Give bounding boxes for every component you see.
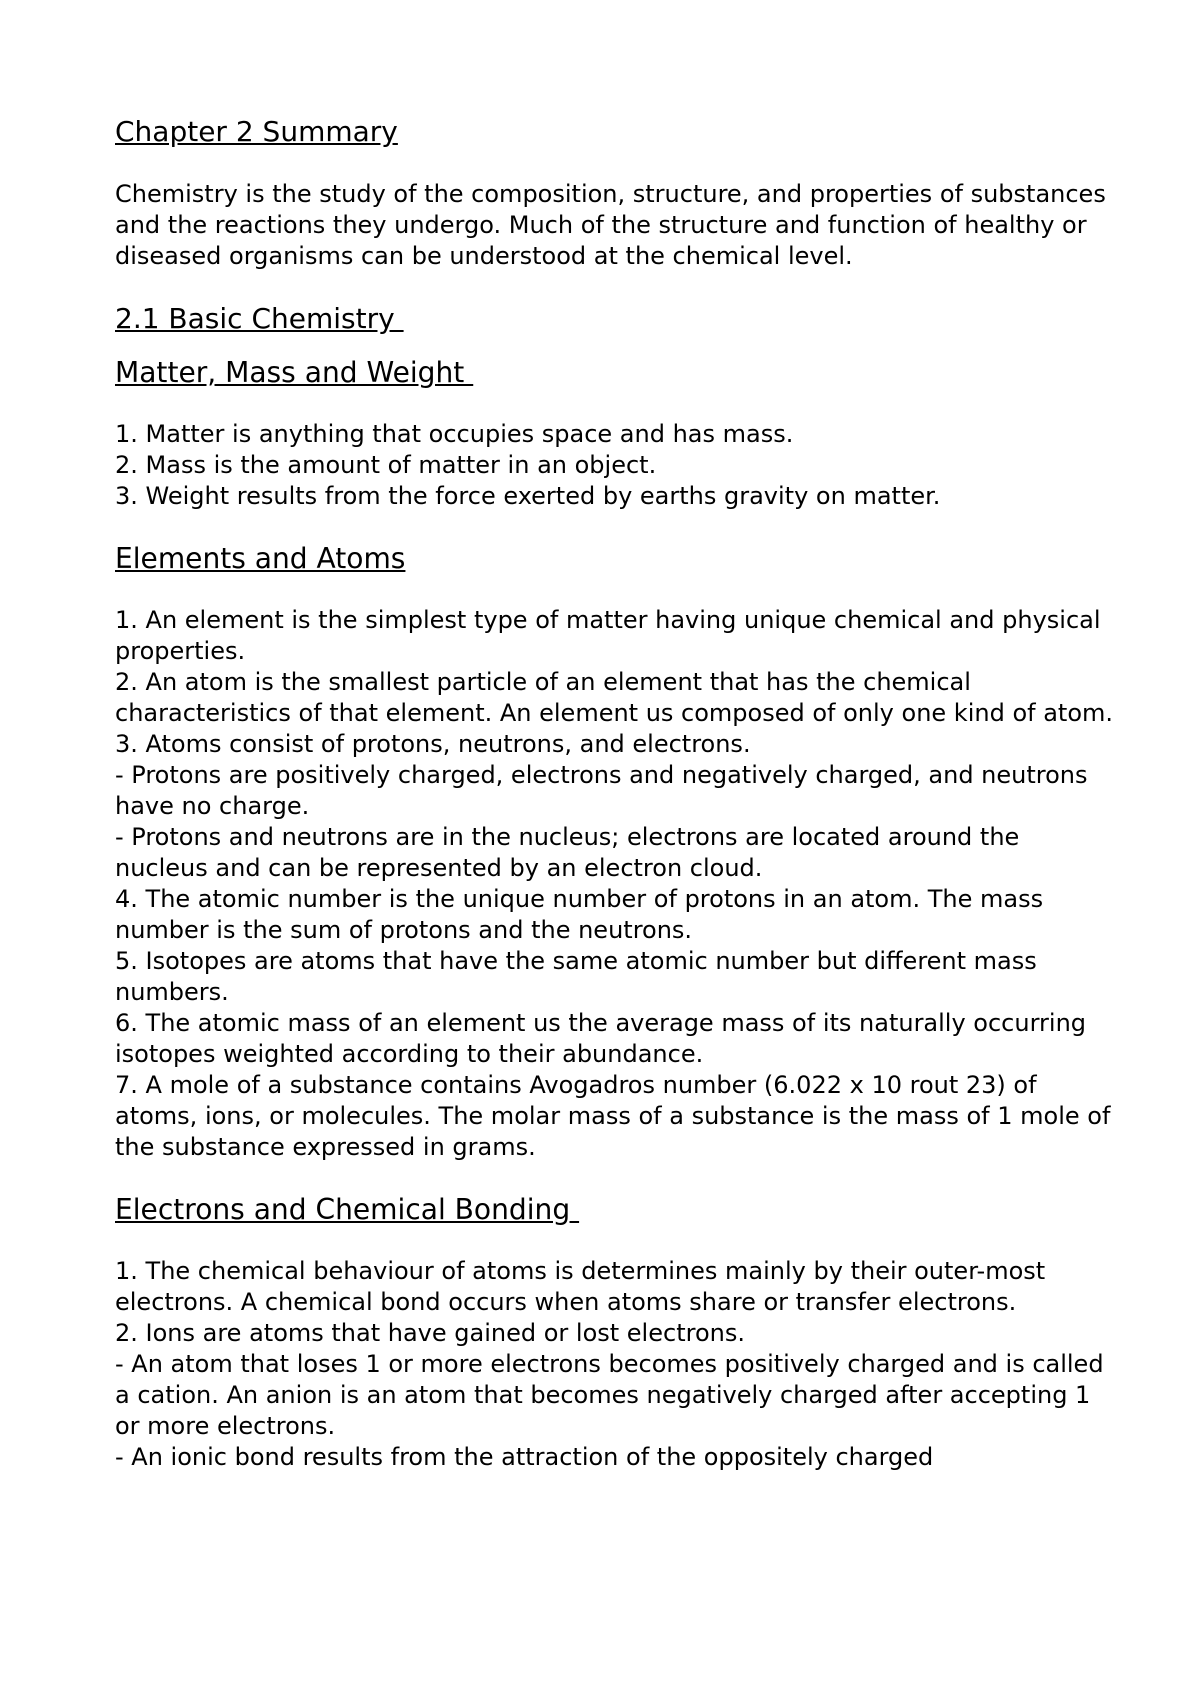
subsection-heading-elements-atoms: Elements and Atoms xyxy=(115,542,406,575)
elements-atoms-list xyxy=(115,605,1115,1163)
subsection-heading-matter-mass-weight: Matter, Mass and Weight xyxy=(115,356,474,389)
list-item: - An ionic bond results from the attraction of the oppositely charged xyxy=(115,1443,934,1471)
list-item: 6. The atomic mass of an element us the average mass of its naturally occurring isotopes weighted according to their abundance. xyxy=(115,1009,1087,1068)
section-heading-basic-chemistry: 2.1 Basic Chemistry xyxy=(115,302,404,335)
document-page xyxy=(115,114,1115,1473)
subsection-heading-electrons-bonding: Electrons and Chemical Bonding xyxy=(115,1193,580,1226)
chapter-title: Chapter 2 Summary xyxy=(115,115,398,148)
list-item: - Protons and neutrons are in the nucleus; electrons are located around the nucleus and can be represented by an electron cloud. xyxy=(115,823,1020,882)
chapter-intro: Chemistry is the study of the composition, structure, and properties of substances and the reactions they undergo. Much of the structure and function of healthy or diseased organisms can be understood at the chemical level. xyxy=(115,180,1106,270)
list-item: 3. Weight results from the force exerted by earths gravity on matter. xyxy=(115,482,941,510)
list-item: - Protons are positively charged, electrons and negatively charged, and neutrons have no charge. xyxy=(115,761,1088,820)
list-item: 3. Atoms consist of protons, neutrons, and electrons. xyxy=(115,730,751,758)
list-item: 2. An atom is the smallest particle of an element that has the chemical characteristics of that element. An element us composed of only one kind of atom. xyxy=(115,668,1114,727)
list-item: 7. A mole of a substance contains Avogadros number (6.022 x 10 rout 23) of atoms, ions, or molecules. The molar mass of a substance is the mass of 1 mole of the substance expressed in grams. xyxy=(115,1071,1111,1161)
electrons-bonding-list xyxy=(115,1256,1115,1473)
list-item: 4. The atomic number is the unique number of protons in an atom. The mass number is the sum of protons and the neutrons. xyxy=(115,885,1044,944)
list-item: 1. The chemical behaviour of atoms is determines mainly by their outer-most electrons. A chemical bond occurs when atoms share or transfer electrons. xyxy=(115,1257,1046,1316)
list-item: 2. Ions are atoms that have gained or lost electrons. xyxy=(115,1319,745,1347)
list-item: 2. Mass is the amount of matter in an object. xyxy=(115,451,657,479)
list-item: 5. Isotopes are atoms that have the same atomic number but different mass numbers. xyxy=(115,947,1037,1006)
list-item: 1. Matter is anything that occupies space and has mass. xyxy=(115,420,794,448)
matter-mass-weight-list xyxy=(115,419,1115,512)
list-item: 1. An element is the simplest type of matter having unique chemical and physical properties. xyxy=(115,606,1101,665)
list-item: - An atom that loses 1 or more electrons becomes positively charged and is called a cation. An anion is an atom that becomes negatively charged after accepting 1 or more electrons. xyxy=(115,1350,1104,1440)
